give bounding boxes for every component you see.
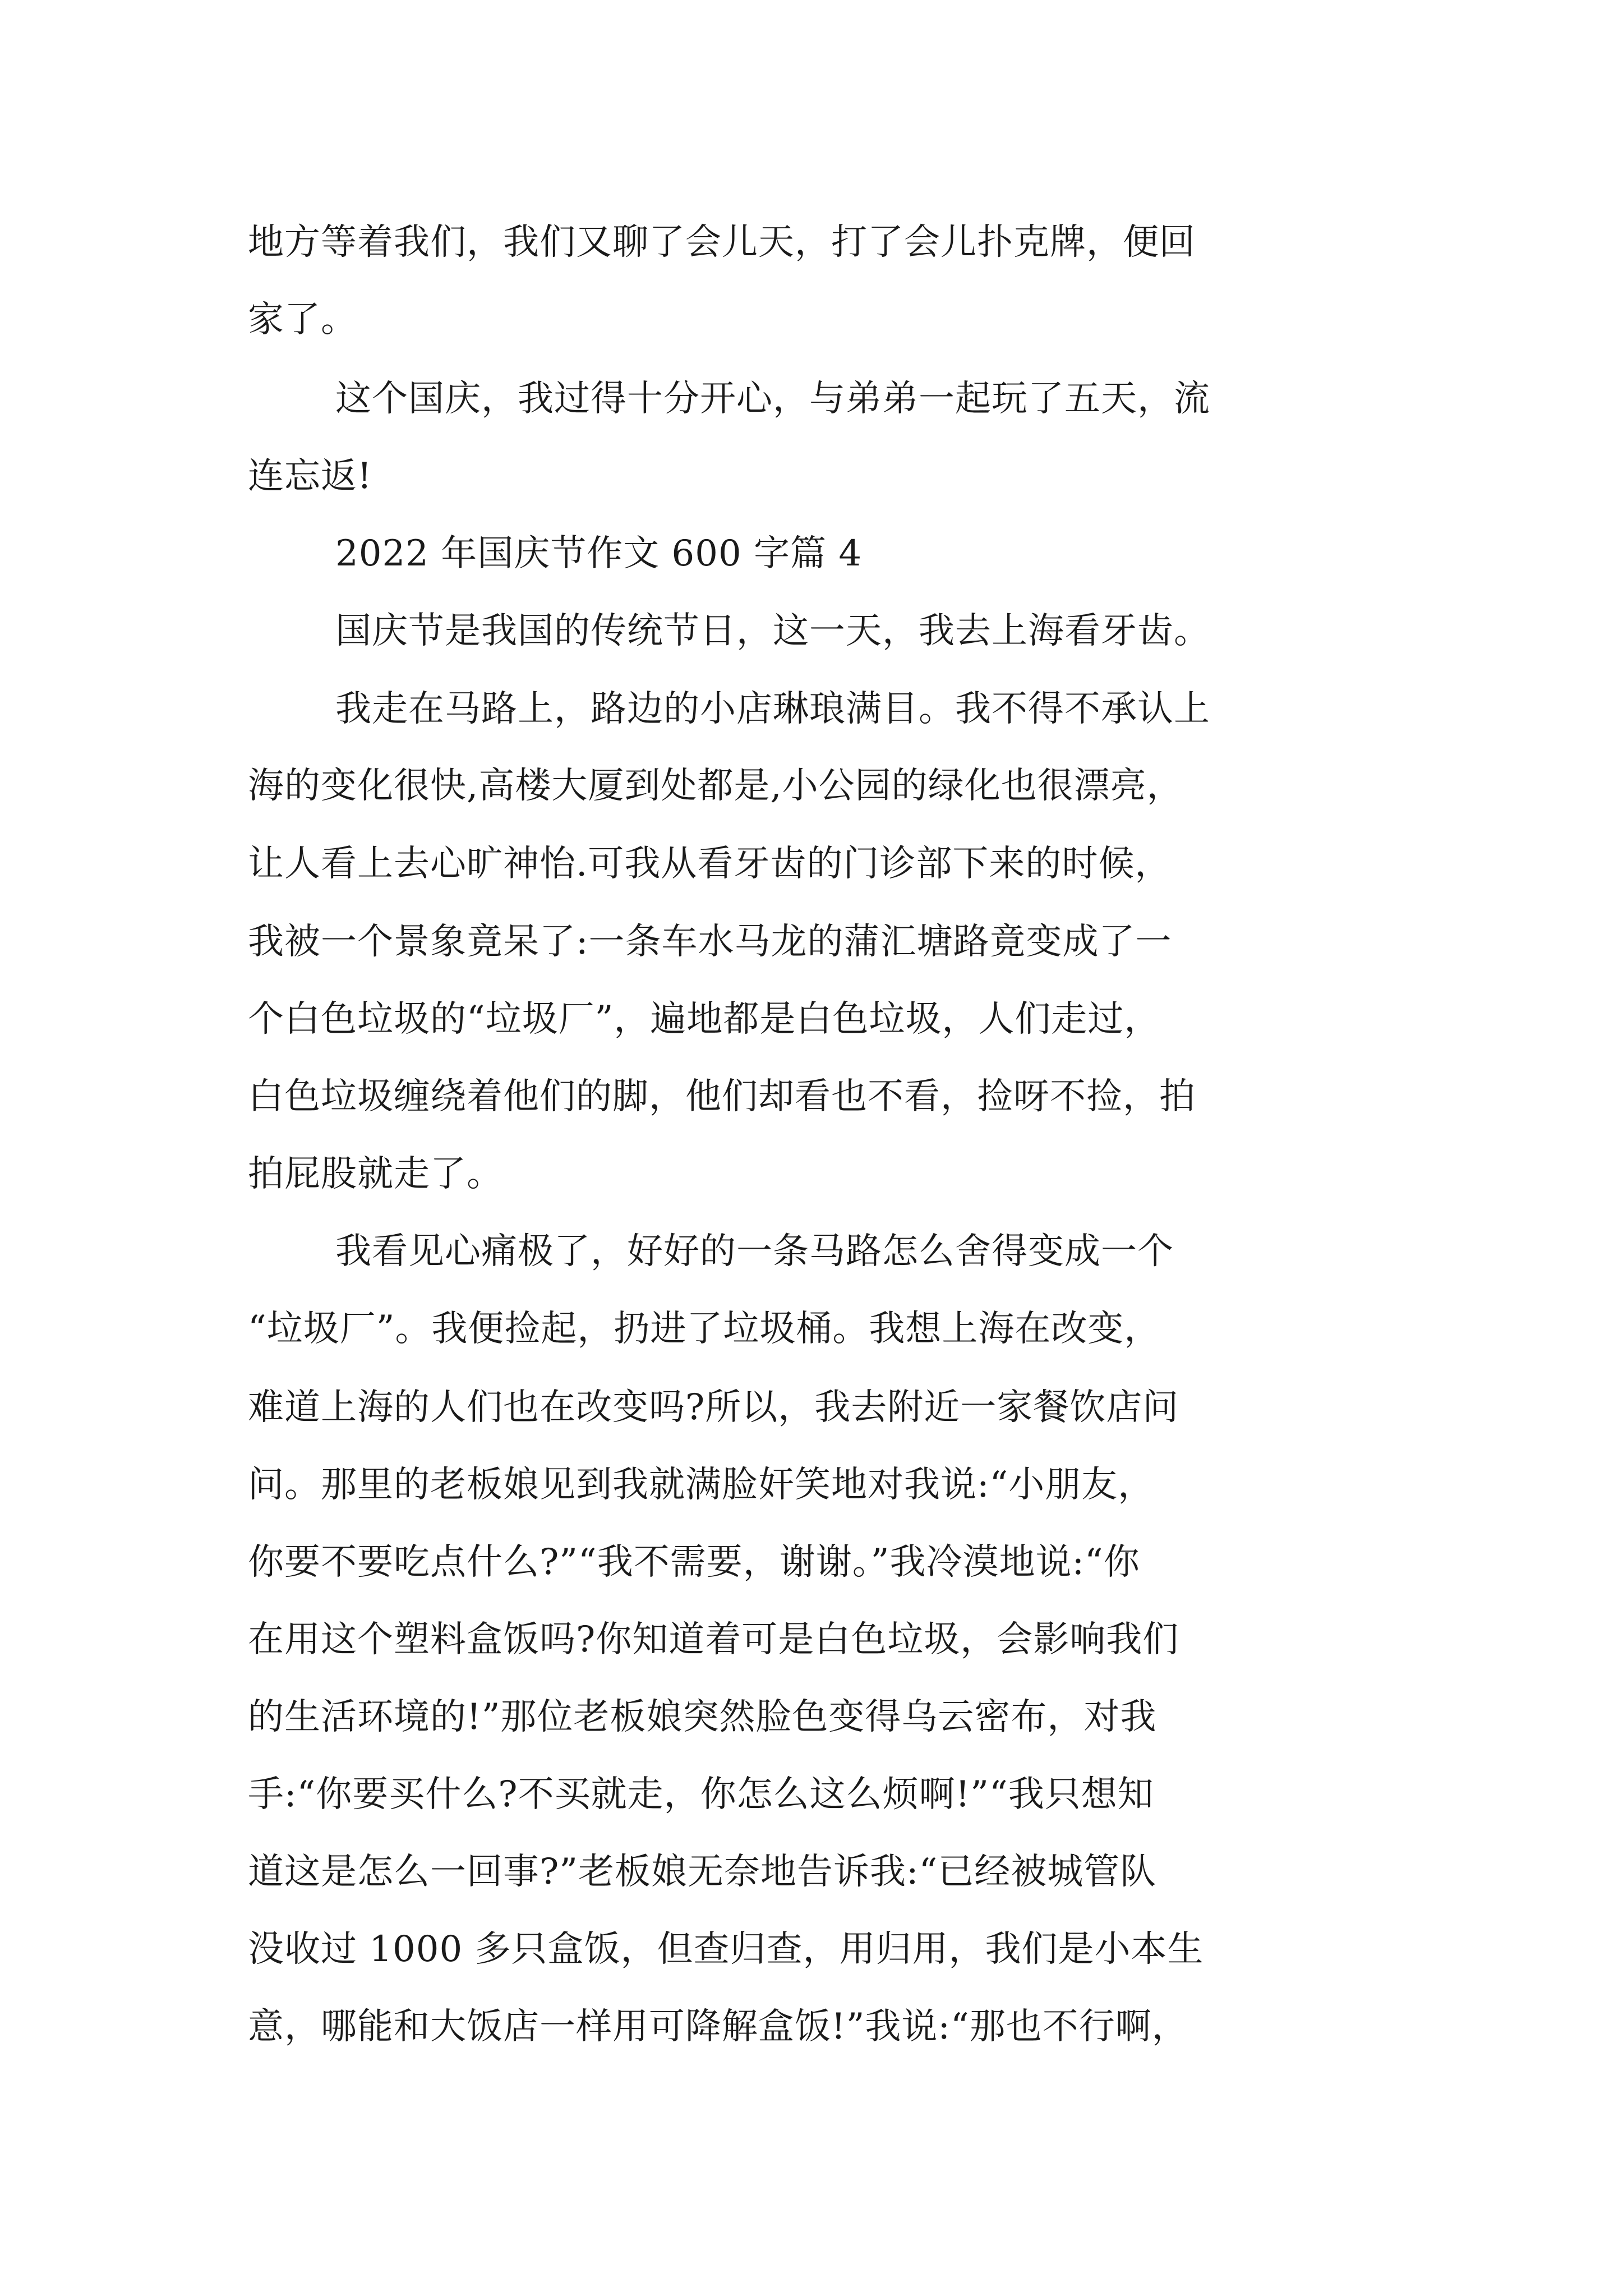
text-line: 家了。 (248, 299, 357, 341)
text-line: 让人看上去心旷神怡.可我从看牙齿的门诊部下来的时候， (248, 843, 1172, 885)
text-line: 海的变化很快,高楼大厦到处都是,小公园的绿化也很漂亮， (248, 765, 1183, 807)
text-line: 地方等着我们，我们又聊了会儿天，打了会儿扑克牌，便回 (248, 222, 1196, 263)
text-line: 意，哪能和大饭店一样用可降解盒饭!”我说:“那也不行啊， (248, 2006, 1188, 2047)
text-line: “垃圾厂”。我便捡起，扔进了垃圾桶。我想上海在改变， (248, 1308, 1161, 1350)
text-line: 手:“你要买什么?不买就走，你怎么这么烦啊!”“我只想知 (248, 1774, 1154, 1815)
text-line: 国庆节是我国的传统节日，这一天，我去上海看牙齿。 (335, 610, 1210, 652)
text-line: 难道上海的人们也在改变吗?所以，我去附近一家餐饮店问 (248, 1387, 1179, 1428)
text-line: 拍屁股就走了。 (248, 1153, 503, 1195)
text-line: 这个国庆，我过得十分开心，与弟弟一起玩了五天，流 (335, 378, 1210, 420)
text-line: 我走在马路上，路边的小店琳琅满目。我不得不承认上 (335, 688, 1210, 730)
text-line: 我看见心痛极了，好好的一条马路怎么舍得变成一个 (335, 1231, 1174, 1272)
section-heading: 2022 年国庆节作文 600 字篇 4 (335, 533, 863, 574)
text-line: 白色垃圾缠绕着他们的脚，他们却看也不看，捡呀不捡，拍 (248, 1076, 1196, 1117)
text-line: 没收过 1000 多只盒饭，但查归查，用归用，我们是小本生 (248, 1929, 1204, 1970)
text-line: 你要不要吃点什么?”“我不需要，谢谢。”我冷漠地说:“你 (248, 1542, 1140, 1583)
text-line: 的生活环境的!”那位老板娘突然脸色变得乌云密布，对我 (248, 1696, 1157, 1738)
text-line: 连忘返! (248, 455, 372, 497)
text-line: 我被一个景象竟呆了:一条车水马龙的蒲汇塘路竟变成了一 (248, 921, 1172, 963)
text-line: 在用这个塑料盒饭吗?你知道着可是白色垃圾，会影响我们 (248, 1619, 1179, 1660)
text-line: 问。那里的老板娘见到我就满脸奸笑地对我说:“小朋友， (248, 1464, 1155, 1506)
text-line: 道这是怎么一回事?”老板娘无奈地告诉我:“已经被城管队 (248, 1851, 1157, 1893)
text-line: 个白色垃圾的“垃圾厂”，遍地都是白色垃圾，人们走过， (248, 999, 1161, 1040)
